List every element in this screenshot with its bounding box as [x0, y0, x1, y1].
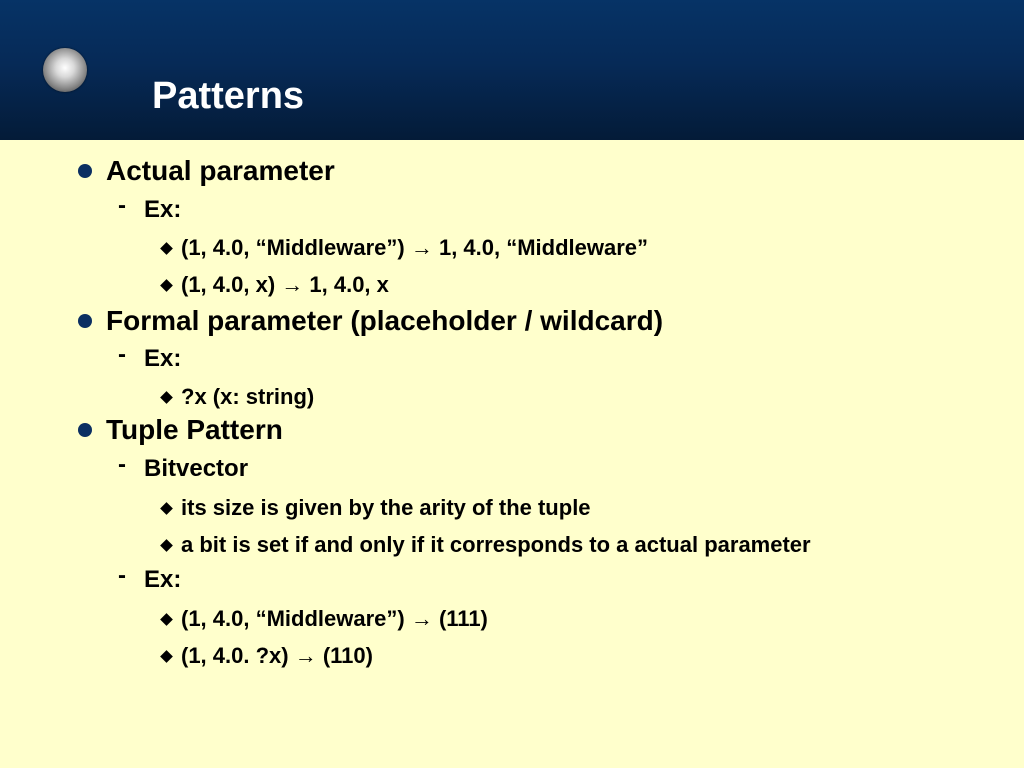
- point-label: (1, 4.0, x) → 1, 4.0, x: [181, 272, 389, 297]
- point-label: (1, 4.0, “Middleware”) → (111): [181, 606, 488, 631]
- subbullet-label: Ex:: [144, 345, 182, 372]
- point-label: ?x (x: string): [181, 384, 315, 409]
- bullet-label: Tuple Pattern: [106, 414, 283, 445]
- subbullet-label: Bitvector: [144, 455, 249, 482]
- point-item: [150, 495, 970, 521]
- point-item: [150, 643, 970, 669]
- point-item: [150, 272, 970, 298]
- diamond-bullet-icon: [160, 539, 173, 552]
- point-label: (1, 4.0, “Middleware”) → 1, 4.0, “Middleware”: [181, 235, 649, 260]
- diamond-bullet-icon: [160, 613, 173, 626]
- point-item: [150, 384, 970, 410]
- dash-icon: -: [118, 192, 126, 219]
- subbullet-item: [110, 562, 970, 594]
- point-label: a bit is set if and only if it corresponds to a actual parameter: [181, 532, 811, 557]
- dash-icon: -: [118, 451, 126, 478]
- bullet-item: [70, 154, 970, 188]
- diamond-bullet-icon: [160, 502, 173, 515]
- diamond-bullet-icon: [160, 650, 173, 663]
- subbullet-item: [110, 341, 970, 373]
- diamond-bullet-icon: [160, 242, 173, 255]
- dash-icon: -: [118, 562, 126, 589]
- diamond-bullet-icon: [160, 391, 173, 404]
- diamond-bullet-icon: [160, 279, 173, 292]
- subbullet-item: [110, 451, 970, 483]
- bullet-dot-icon: [78, 423, 92, 437]
- bullet-dot-icon: [78, 164, 92, 178]
- bullet-item: [70, 304, 970, 338]
- point-item: [150, 606, 970, 632]
- bullet-label: Formal parameter (placeholder / wildcard): [106, 305, 664, 336]
- slide-title: Patterns: [152, 75, 305, 117]
- point-item: [150, 235, 970, 261]
- dash-icon: -: [118, 341, 126, 368]
- point-label: its size is given by the arity of the tuple: [181, 495, 591, 520]
- bullet-item: [70, 413, 970, 447]
- subbullet-item: [110, 192, 970, 224]
- point-label: (1, 4.0. ?x) → (110): [181, 643, 373, 668]
- bullet-dot-icon: [78, 314, 92, 328]
- subbullet-label: Ex:: [144, 196, 182, 223]
- bullet-label: Actual parameter: [106, 155, 335, 186]
- subbullet-label: Ex:: [144, 566, 182, 593]
- point-item: [150, 532, 970, 558]
